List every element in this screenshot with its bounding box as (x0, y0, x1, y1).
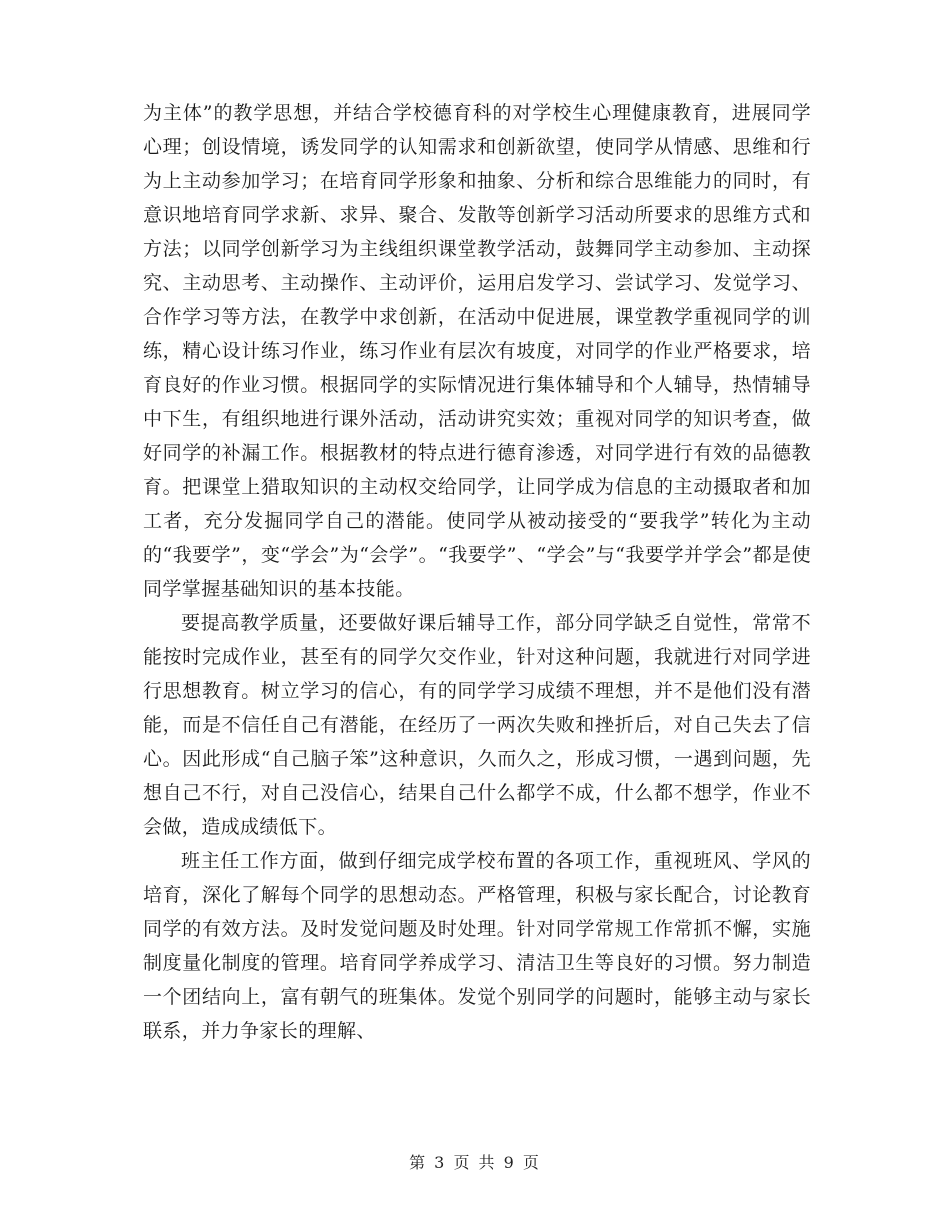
paragraph-class-teacher-work: 班主任工作方面，做到仔细完成学校布置的各项工作，重视班风、学风的培育，深化了解每个同学的思想动态。严格管理，积极与家长配合，讨论教育同学的有效方法。及时发觉问题及时处理。针对同学常规工作常抓不懈，实施制度量化制度的管理。培育同学养成学习、清洁卫生等良好的习惯。努力制造一个团结向上，富有朝气的班集体。发觉个别同学的问题时，能够主动与家长联系，并力争家长的理解、 (143, 850, 811, 1042)
page-number-footer: 第 3 页 共 9 页 (409, 1153, 541, 1172)
document-body (143, 96, 811, 1048)
paragraph-continued: 为主体”的教学思想，并结合学校德育科的对学校生心理健康教育，进展同学心理；创设情境，诱发同学的认知需求和创新欲望，使同学从情感、思维和行为上主动参加学习；在培育同学形象和抽象、分析和综合思维能力的同时，有意识地培育同学求新、求异、聚合、发散等创新学习活动所要求的思维方式和方法；以同学创新学习为主线组织课堂教学活动，鼓舞同学主动参加、主动探究、主动思考、主动操作、主动评价，运用启发学习、尝试学习、发觉学习、合作学习等方法，在教学中求创新，在活动中促进展，课堂教学重视同学的训练，精心设计练习作业，练习作业有层次有坡度，对同学的作业严格要求，培育良好的作业习惯。根据同学的实际情况进行集体辅导和个人辅导，热情辅导中下生，有组织地进行课外活动，活动讲究实效；重视对同学的知识考查，做好同学的补漏工作。根据教材的特点进行德育渗透，对同学进行有效的品德教育。把课堂上猎取知识的主动权交给同学，让同学成为信息的主动摄取者和加工者，充分发掘同学自己的潜能。使同学从被动接受的“要我学”转化为主动的“我要学”，变“学会”为“会学”。“我要学”、“学会”与“我要学并学会”都是使同学掌握基础知识的基本技能。 (143, 102, 811, 600)
paragraph-after-class-tutoring: 要提高教学质量，还要做好课后辅导工作，部分同学缺乏自觉性，常常不能按时完成作业，甚至有的同学欠交作业，针对这种问题，我就进行对同学进行思想教育。树立学习的信心，有的同学学习成绩不理想，并不是他们没有潜能，而是不信任自己有潜能，在经历了一两次失败和挫折后，对自己失去了信心。因此形成“自己脑子笨”这种意识，久而久之，形成习惯，一遇到问题，先想自己不行，对自己没信心，结果自己什么都学不成，什么都不想学，作业不会做，造成成绩低下。 (143, 612, 811, 838)
